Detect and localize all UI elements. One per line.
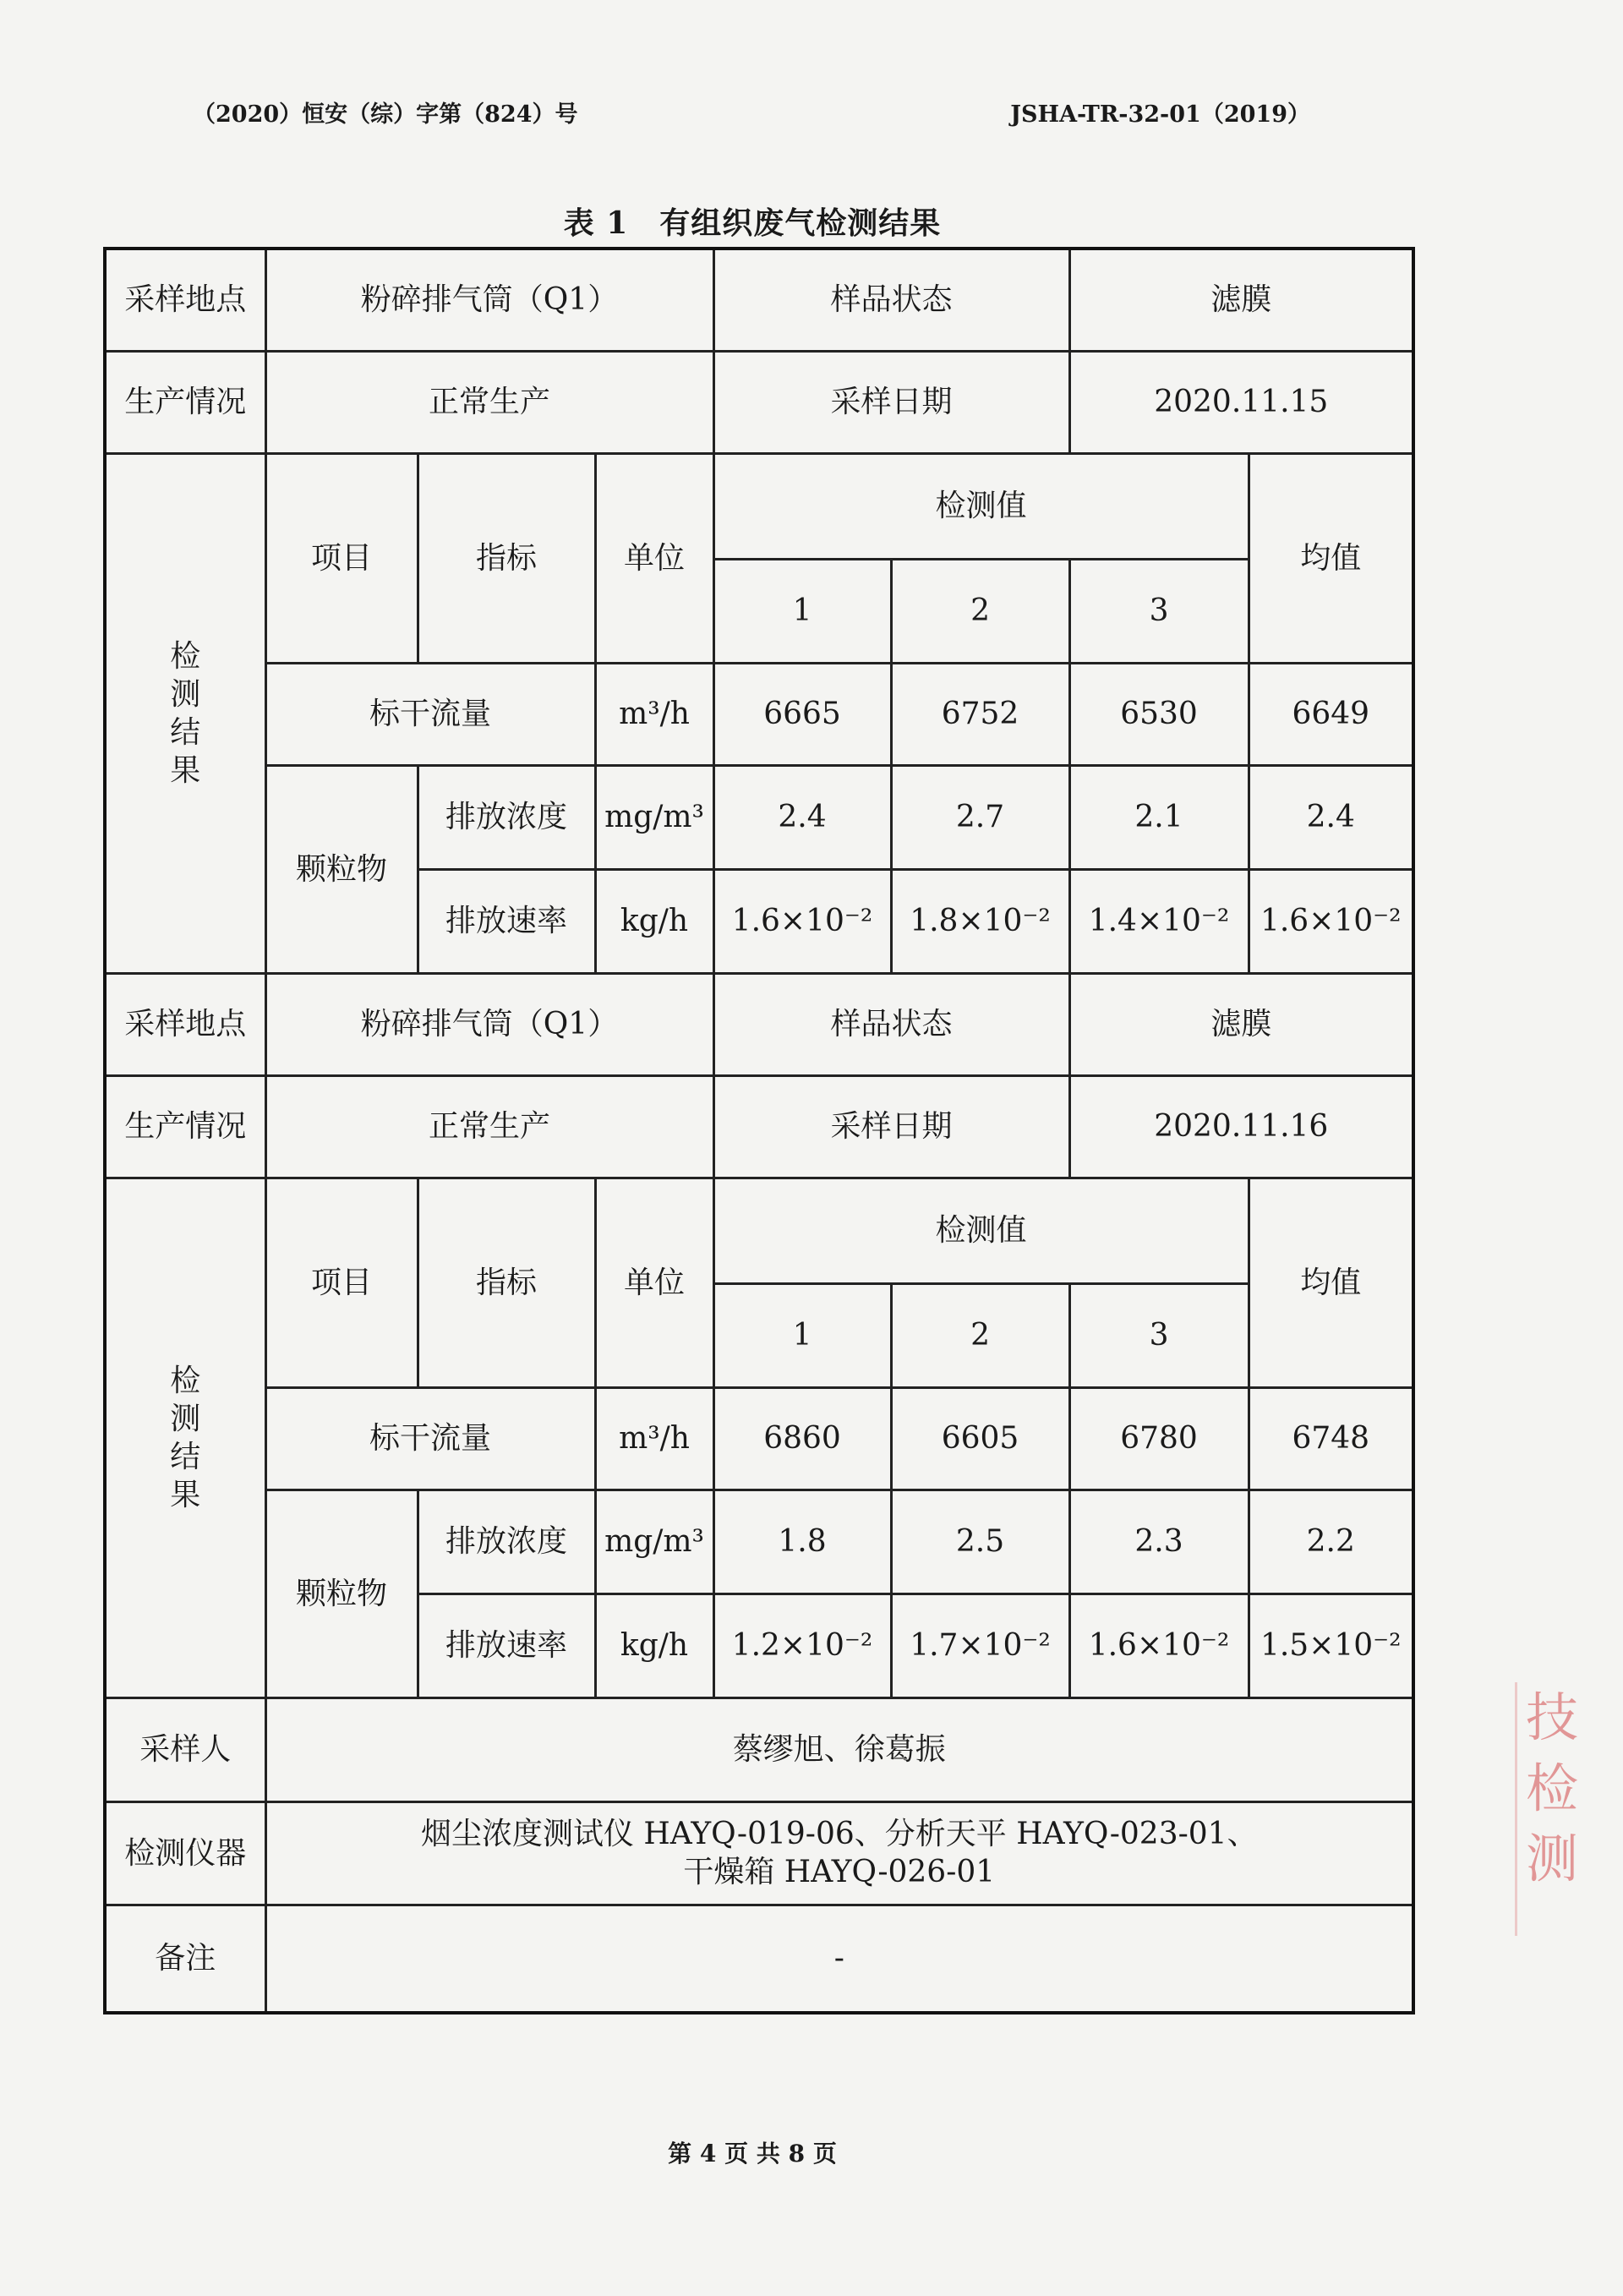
report-number: （2020）恒安（综）字第（824）号 <box>193 101 578 128</box>
rate-label: 排放速率 <box>418 1594 595 1697</box>
rate-run-3: 1.6×10⁻² <box>1069 1594 1249 1697</box>
sample-state-label: 样品状态 <box>713 249 1069 351</box>
measured-header: 检测值 <box>713 453 1249 559</box>
table-row <box>105 973 1413 1075</box>
run-3-header: 3 <box>1069 559 1249 663</box>
form-code: JSHA-TR-32-01（2019） <box>1010 101 1310 128</box>
concentration-unit: mg/m³ <box>595 1490 713 1594</box>
table-row <box>105 1178 1413 1283</box>
table-row <box>105 1801 1413 1905</box>
flow-mean: 6748 <box>1249 1387 1413 1490</box>
table-row <box>105 1905 1413 2013</box>
concentration-run-3: 2.1 <box>1069 765 1249 869</box>
unit-header: 单位 <box>595 453 713 663</box>
item-header: 项目 <box>265 453 418 663</box>
concentration-mean: 2.4 <box>1249 765 1413 869</box>
sample-state-label: 样品状态 <box>713 973 1069 1075</box>
concentration-run-2: 2.7 <box>891 765 1069 869</box>
sample-state-value: 滤膜 <box>1069 249 1413 351</box>
page-footer: 第 4 页 共 8 页 <box>668 2140 837 2168</box>
rate-unit: kg/h <box>595 869 713 973</box>
rate-mean: 1.5×10⁻² <box>1249 1594 1413 1697</box>
flow-run-1: 6665 <box>713 663 891 765</box>
instruments-label: 检测仪器 <box>105 1801 265 1905</box>
concentration-mean: 2.2 <box>1249 1490 1413 1594</box>
sampler-label: 采样人 <box>105 1697 265 1801</box>
production-label: 生产情况 <box>105 1075 265 1178</box>
table-row <box>105 663 1413 765</box>
concentration-run-1: 2.4 <box>713 765 891 869</box>
indicator-header: 指标 <box>418 453 595 663</box>
results-section-label: 检 测 结 果 <box>105 1178 265 1697</box>
remarks-value: - <box>265 1905 1413 2013</box>
flow-label: 标干流量 <box>265 663 595 765</box>
particulate-label: 颗粒物 <box>265 1490 418 1697</box>
table-row <box>105 1697 1413 1801</box>
rate-run-3: 1.4×10⁻² <box>1069 869 1249 973</box>
concentration-unit: mg/m³ <box>595 765 713 869</box>
rate-unit: kg/h <box>595 1594 713 1697</box>
flow-run-1: 6860 <box>713 1387 891 1490</box>
flow-run-2: 6752 <box>891 663 1069 765</box>
red-seal-stamp: 技 检 测 <box>1515 1682 1623 1936</box>
flow-mean: 6649 <box>1249 663 1413 765</box>
mean-header: 均值 <box>1249 1178 1413 1387</box>
table-row <box>105 249 1413 351</box>
flow-run-3: 6530 <box>1069 663 1249 765</box>
results-table <box>103 247 1415 2014</box>
sample-state-value: 滤膜 <box>1069 973 1413 1075</box>
run-2-header: 2 <box>891 559 1069 663</box>
flow-unit: m³/h <box>595 1387 713 1490</box>
rate-run-2: 1.8×10⁻² <box>891 869 1069 973</box>
rate-run-1: 1.2×10⁻² <box>713 1594 891 1697</box>
item-header: 项目 <box>265 1178 418 1387</box>
concentration-run-2: 2.5 <box>891 1490 1069 1594</box>
results-section-label: 检 测 结 果 <box>105 453 265 973</box>
particulate-label: 颗粒物 <box>265 765 418 973</box>
flow-run-3: 6780 <box>1069 1387 1249 1490</box>
table-row <box>105 1490 1413 1594</box>
unit-header: 单位 <box>595 1178 713 1387</box>
run-3-header: 3 <box>1069 1283 1249 1387</box>
table-row <box>105 1075 1413 1178</box>
sampling-date-label: 采样日期 <box>713 1075 1069 1178</box>
instruments-value: 烟尘浓度测试仪 HAYQ-019-06、分析天平 HAYQ-023-01、 干燥箱 HAYQ-026-01 <box>265 1801 1413 1905</box>
rate-mean: 1.6×10⁻² <box>1249 869 1413 973</box>
rate-label: 排放速率 <box>418 869 595 973</box>
concentration-label: 排放浓度 <box>418 1490 595 1594</box>
sampling-date-label: 采样日期 <box>713 351 1069 453</box>
concentration-label: 排放浓度 <box>418 765 595 869</box>
run-1-header: 1 <box>713 1283 891 1387</box>
table-row <box>105 765 1413 869</box>
flow-label: 标干流量 <box>265 1387 595 1490</box>
flow-run-2: 6605 <box>891 1387 1069 1490</box>
rate-run-1: 1.6×10⁻² <box>713 869 891 973</box>
sampling-site-value: 粉碎排气筒（Q1） <box>265 249 713 351</box>
concentration-run-3: 2.3 <box>1069 1490 1249 1594</box>
sampling-site-label: 采样地点 <box>105 973 265 1075</box>
indicator-header: 指标 <box>418 1178 595 1387</box>
rate-run-2: 1.7×10⁻² <box>891 1594 1069 1697</box>
table-row <box>105 351 1413 453</box>
production-value: 正常生产 <box>265 351 713 453</box>
concentration-run-1: 1.8 <box>713 1490 891 1594</box>
remarks-label: 备注 <box>105 1905 265 2013</box>
table-title: 表 1 有组织废气检测结果 <box>563 205 942 241</box>
sampling-site-label: 采样地点 <box>105 249 265 351</box>
flow-unit: m³/h <box>595 663 713 765</box>
sampling-date-value: 2020.11.16 <box>1069 1075 1413 1178</box>
mean-header: 均值 <box>1249 453 1413 663</box>
production-value: 正常生产 <box>265 1075 713 1178</box>
sampling-site-value: 粉碎排气筒（Q1） <box>265 973 713 1075</box>
sampler-value: 蔡缪旭、徐葛振 <box>265 1697 1413 1801</box>
run-2-header: 2 <box>891 1283 1069 1387</box>
table-row <box>105 453 1413 559</box>
run-1-header: 1 <box>713 559 891 663</box>
sampling-date-value: 2020.11.15 <box>1069 351 1413 453</box>
production-label: 生产情况 <box>105 351 265 453</box>
measured-header: 检测值 <box>713 1178 1249 1283</box>
table-row <box>105 1387 1413 1490</box>
